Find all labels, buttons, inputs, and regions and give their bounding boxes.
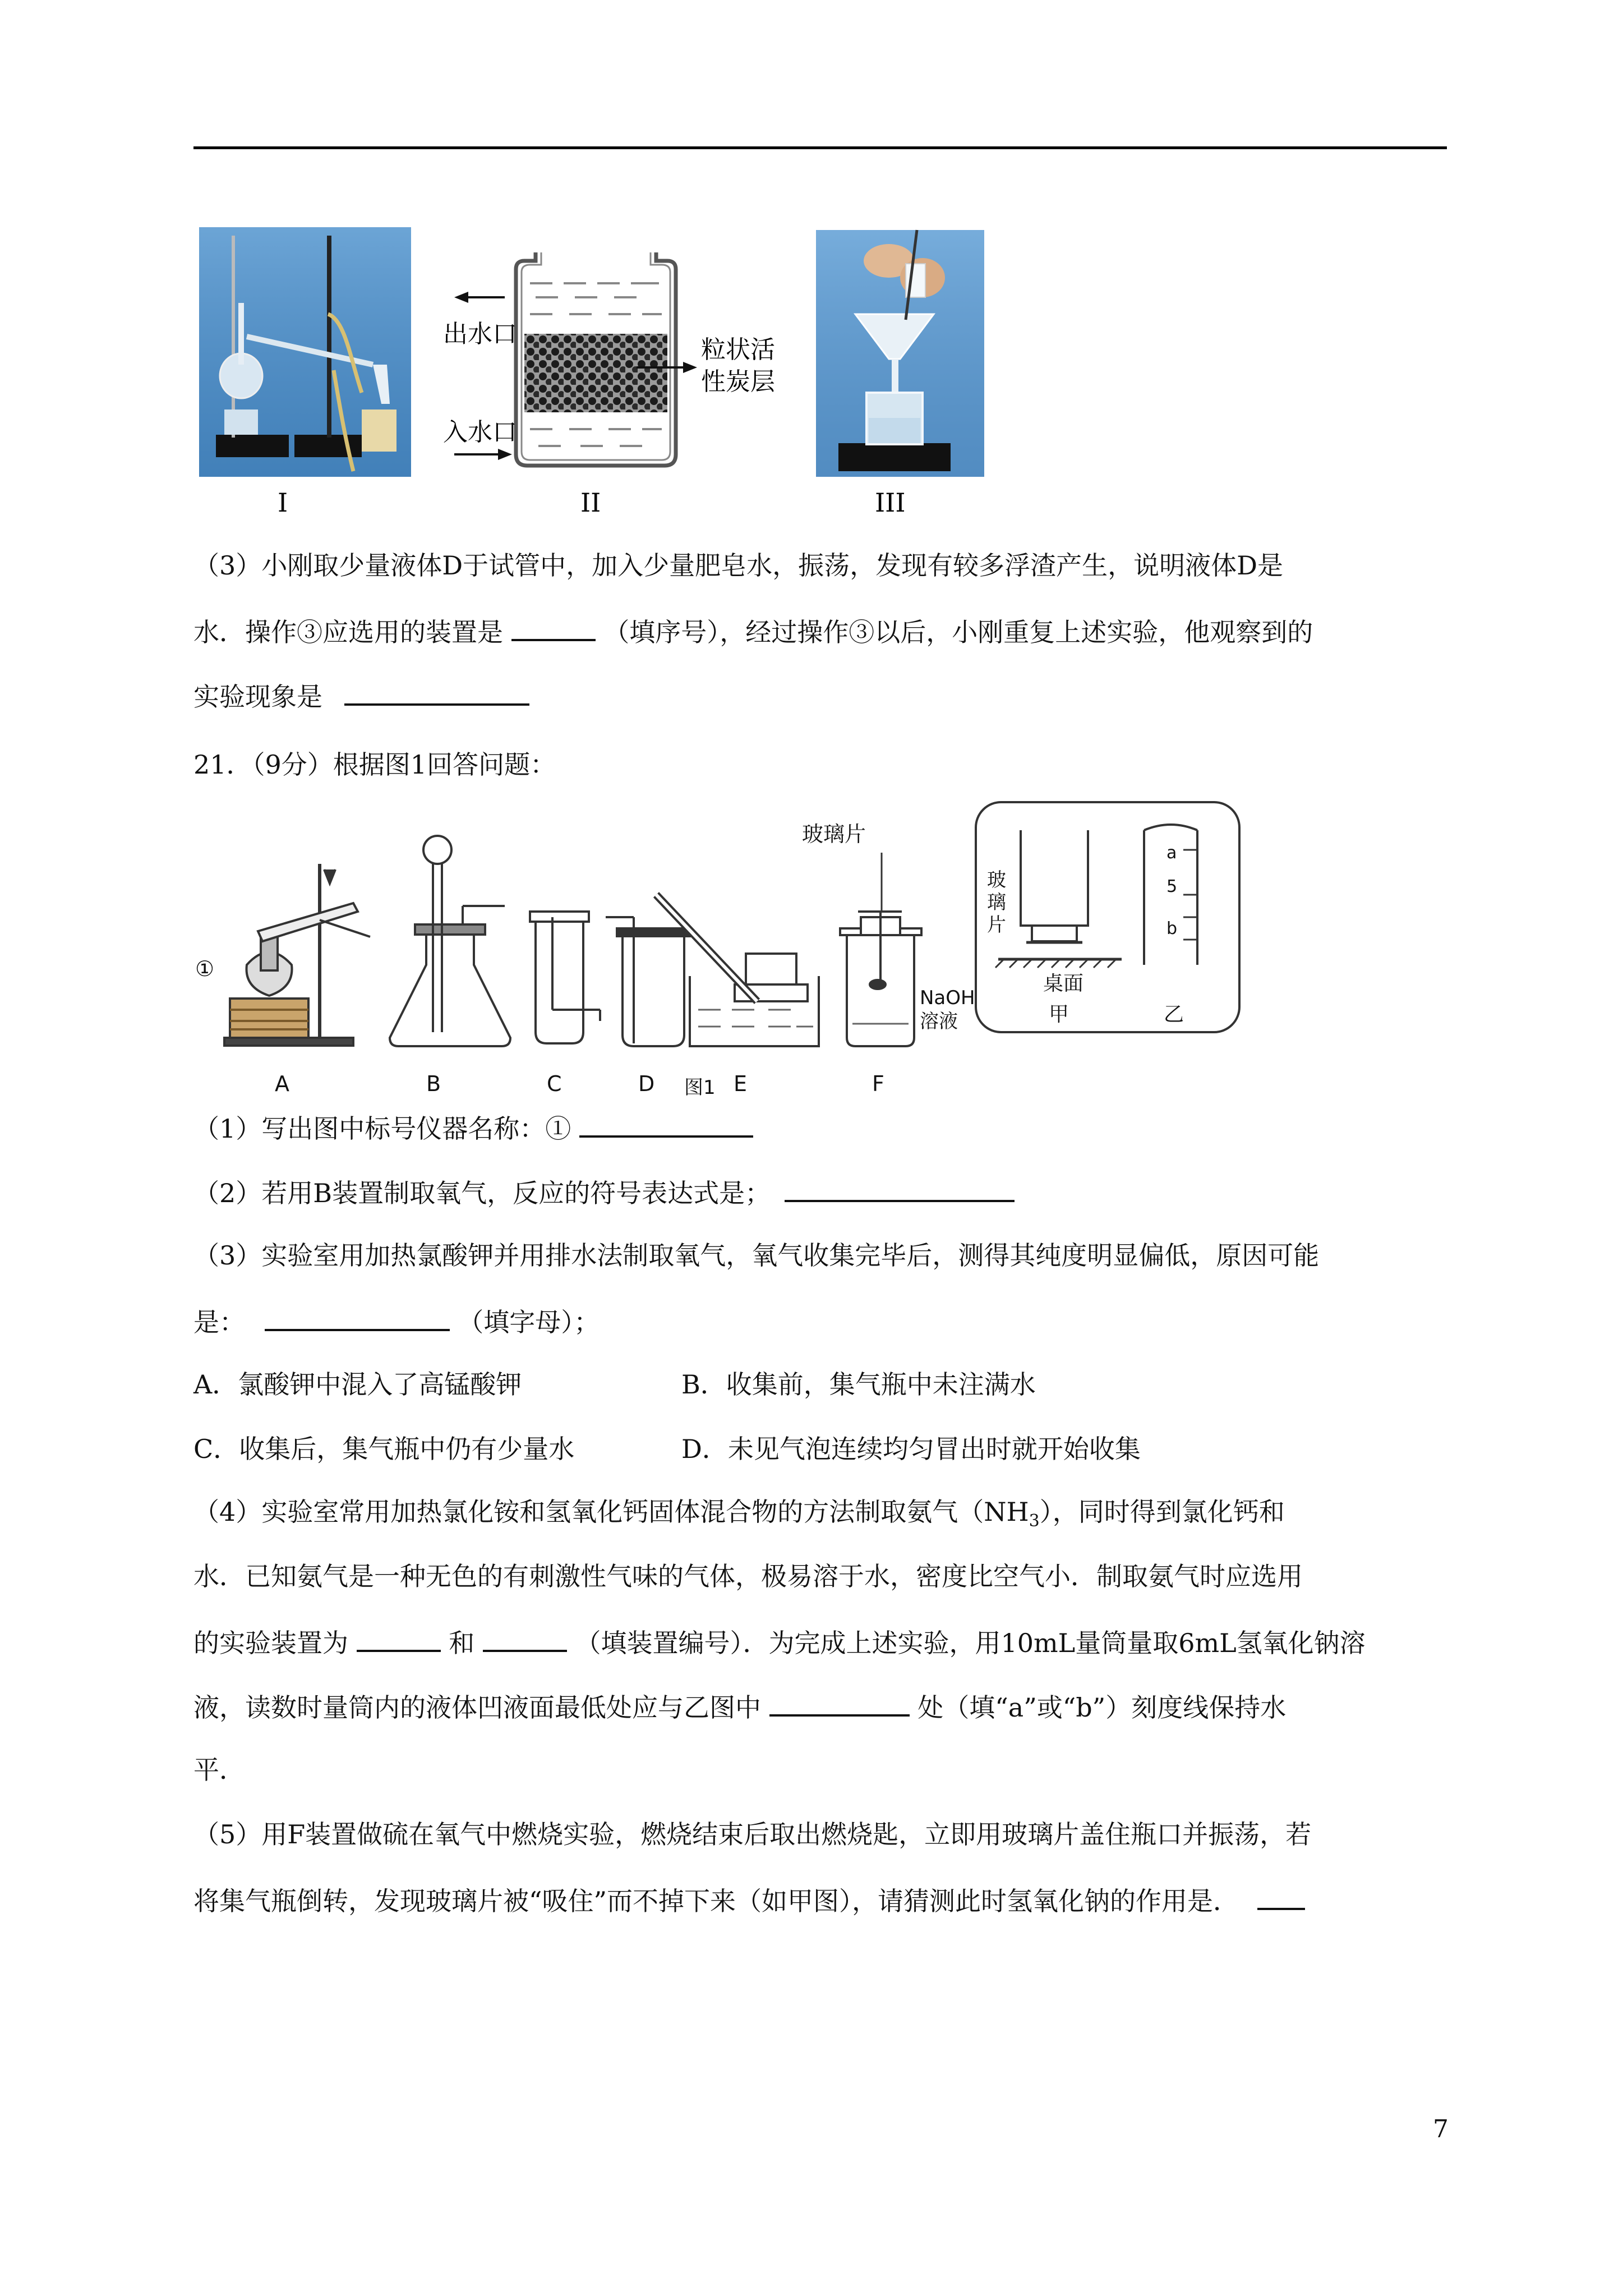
page-number: 7 <box>1433 2115 1449 2143</box>
q21-3b: 是： （填字母）； <box>193 1303 600 1339</box>
header-rule <box>193 146 1447 149</box>
diagram-carbon-filter <box>443 252 775 466</box>
answer-blank-phenomenon[interactable] <box>344 678 529 706</box>
q20-3-line3: 实验现象是 <box>193 678 529 714</box>
label-outlet: 出水口 <box>443 320 517 348</box>
q21-5a: （5）用F装置做硫在氧气中燃烧实验，燃烧结束后取出燃烧匙，立即用玻璃片盖住瓶口并振荡，若 <box>193 1819 1312 1849</box>
q20-3-line1: （3）小刚取少量液体D于试管中，加入少量肥皂水，振荡，发现有较多浮渣产生，说明液体D是 <box>193 550 1284 581</box>
label-jia: 甲 <box>1049 1003 1069 1026</box>
label-inset-glass-3: 片 <box>987 914 1006 936</box>
q21-4e: 平． <box>193 1755 245 1785</box>
label-carbon-2: 性炭层 <box>701 367 775 396</box>
option-b: B．收集前，集气瓶中未注满水 <box>681 1369 1036 1400</box>
q20-3-line2: 水．操作③应选用的装置是 （填序号），经过操作③以后，小刚重复上述实验，他观察到的 <box>193 613 1313 649</box>
label-e: E <box>734 1071 748 1096</box>
answer-blank-reason[interactable] <box>265 1303 450 1331</box>
apparatus-d <box>606 917 690 1096</box>
q21-4d: 液，读数时量筒内的液体凹液面最低处应与乙图中 处（填“a”或“b”）刻度线保持水 <box>193 1688 1286 1724</box>
caption-ii: II <box>580 487 601 518</box>
answer-blank-instrument[interactable] <box>579 1110 753 1138</box>
apparatus-a <box>195 864 370 1096</box>
answer-blank-mark[interactable] <box>769 1688 910 1717</box>
answer-blank-equation[interactable] <box>785 1174 1015 1202</box>
label-carbon-1: 粒状活 <box>701 335 775 364</box>
photo-distillation <box>199 227 411 477</box>
marker-1: ① <box>195 956 215 981</box>
label-b: B <box>426 1071 441 1096</box>
label-desk: 桌面 <box>1043 972 1084 995</box>
option-d: D．未见气泡连续均匀冒出时就开始收集 <box>681 1434 1141 1464</box>
q21-2: （2）若用B装置制取氧气，反应的符号表达式是； <box>193 1174 1015 1210</box>
q21-1: （1）写出图中标号仪器名称：① <box>193 1110 753 1145</box>
q21-5b: 将集气瓶倒转，发现玻璃片被“吸住”而不掉下来（如甲图），请猜测此时氢氧化钠的作用是． <box>193 1882 1305 1918</box>
option-a: A．氯酸钾中混入了高锰酸钾 <box>193 1369 522 1400</box>
figure-top <box>193 224 990 518</box>
label-glass-sheet: 玻璃片 <box>802 822 866 846</box>
mark-a: a <box>1166 843 1177 863</box>
label-naoh: NaOH <box>920 987 975 1009</box>
mark-b: b <box>1166 919 1178 938</box>
q21-4c: 的实验装置为 和 （填装置编号）．为完成上述实验，用10mL量筒量取6mL氢氧化钠溶 <box>193 1624 1366 1660</box>
photo-filtration <box>816 230 984 477</box>
mark-5: 5 <box>1166 877 1178 896</box>
q21-4b: 水．已知氨气是一种无色的有刺激性气味的气体，极易溶于水，密度比空气小．制取氨气时应选用 <box>193 1561 1303 1591</box>
caption-iii: III <box>875 487 906 518</box>
apparatus-b <box>390 836 510 1096</box>
inset-jia-yi <box>976 802 1239 1032</box>
caption-i: I <box>278 487 288 518</box>
answer-blank-device-1[interactable] <box>357 1624 441 1652</box>
answer-blank-device-2[interactable] <box>483 1624 567 1652</box>
figure-1-caption: 图1 <box>684 1076 716 1099</box>
apparatus-f <box>802 822 975 1096</box>
label-yi: 乙 <box>1164 1003 1184 1026</box>
label-f: F <box>872 1071 884 1096</box>
label-d: D <box>638 1071 655 1096</box>
option-c: C．收集后，集气瓶中仍有少量水 <box>193 1434 575 1464</box>
label-inset-glass-1: 玻 <box>987 869 1006 891</box>
figure-1 <box>191 797 1251 1099</box>
answer-blank-naoh-role[interactable] <box>1257 1882 1305 1910</box>
label-inlet: 入水口 <box>443 418 517 447</box>
label-naoh-solution: 溶液 <box>920 1010 958 1033</box>
label-c: C <box>547 1071 562 1096</box>
q21-3a: （3）实验室用加热氯酸钾并用排水法制取氧气，氧气收集完毕后，测得其纯度明显偏低，原因可能 <box>193 1240 1320 1271</box>
q21-title: 21．（9分）根据图1回答问题： <box>193 749 556 780</box>
label-inset-glass-2: 璃 <box>987 891 1006 914</box>
answer-blank-device[interactable] <box>511 613 596 641</box>
q21-4a: （4）实验室常用加热氯化铵和氢氧化钙固体混合物的方法制取氨气$(NH_3)$，同时得到氯化钙和 <box>193 1497 1285 1531</box>
apparatus-c <box>530 912 600 1096</box>
label-a: A <box>275 1071 289 1096</box>
